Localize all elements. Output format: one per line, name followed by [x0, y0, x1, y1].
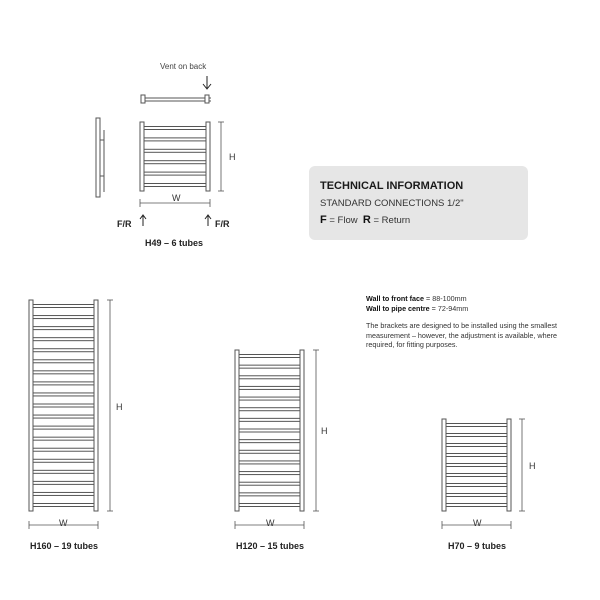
- h120-height-label: H: [321, 426, 328, 436]
- technical-info-title: TECHNICAL INFORMATION: [320, 180, 464, 192]
- tube: [144, 172, 206, 175]
- tube: [33, 492, 94, 495]
- tube: [239, 376, 300, 379]
- tube: [239, 440, 300, 443]
- h160-height-label: H: [116, 402, 123, 412]
- wall-front-label: Wall to front face: [366, 294, 425, 303]
- bracket-text: The brackets are designed to be installed using the smallest measurement – however, the adjustment is available, where required, for fitting purposes.: [366, 321, 557, 349]
- tube: [33, 426, 94, 429]
- pipe-centre-value: = 72-94mm: [431, 303, 469, 313]
- tube: [239, 450, 300, 453]
- tube: [33, 371, 94, 374]
- tube: [446, 434, 507, 437]
- tube: [33, 404, 94, 407]
- flow-return-key: [320, 214, 410, 226]
- tube: [144, 138, 206, 141]
- tube: [239, 365, 300, 368]
- return-text: = Return: [373, 215, 411, 226]
- h70-drawing: [442, 419, 525, 529]
- tube: [446, 464, 507, 467]
- tube: [239, 397, 300, 400]
- tube: [33, 415, 94, 418]
- flow-key: F: [320, 214, 327, 226]
- tube: [239, 493, 300, 496]
- tube: [446, 444, 507, 447]
- tube: [446, 424, 507, 427]
- tube: [239, 386, 300, 389]
- h49-width-label: W: [172, 193, 181, 203]
- h160-drawing: [29, 300, 113, 529]
- fr-right-label: F/R: [215, 219, 230, 229]
- tube: [33, 470, 94, 473]
- tube: [33, 360, 94, 363]
- installation-notes: [366, 294, 566, 350]
- tube: [239, 355, 300, 358]
- tube: [239, 429, 300, 432]
- tube: [144, 127, 206, 130]
- pipe-centre-label: Wall to pipe centre: [366, 303, 430, 313]
- tube: [239, 472, 300, 475]
- tube: [144, 184, 206, 187]
- h160-caption: H160 – 19 tubes: [30, 541, 99, 551]
- h120-width-label: W: [266, 518, 275, 528]
- tube: [33, 338, 94, 341]
- h160-width-label: W: [59, 518, 68, 528]
- tube: [239, 408, 300, 411]
- tube: [33, 382, 94, 385]
- tube: [33, 448, 94, 451]
- tube: [446, 504, 507, 507]
- connections-text: STANDARD CONNECTIONS 1/2": [320, 198, 464, 209]
- tube: [446, 484, 507, 487]
- tube: [33, 349, 94, 352]
- tube: [33, 504, 94, 507]
- fr-left-label: F/R: [117, 219, 132, 229]
- side-view-drawing: [96, 118, 104, 197]
- tube: [33, 393, 94, 396]
- return-key: R: [362, 214, 371, 226]
- tube: [446, 494, 507, 497]
- tube: [33, 481, 94, 484]
- h49-height-label: H: [229, 152, 236, 162]
- tube: [144, 161, 206, 164]
- vent-label: Vent on back: [160, 62, 207, 71]
- wall-front-value: = 88-100mm: [426, 294, 467, 303]
- tube: [33, 437, 94, 440]
- tube: [239, 504, 300, 507]
- tube: [33, 459, 94, 462]
- h70-caption: H70 – 9 tubes: [448, 541, 507, 551]
- h49-caption: H49 – 6 tubes: [145, 238, 204, 248]
- tube: [239, 418, 300, 421]
- tube: [446, 474, 507, 477]
- tube: [144, 149, 206, 152]
- tube: [33, 316, 94, 319]
- tube: [446, 454, 507, 457]
- top-view-drawing: [141, 76, 211, 103]
- h70-height-label: H: [529, 461, 536, 471]
- tube: [239, 461, 300, 464]
- h120-drawing: [235, 350, 319, 529]
- tube: [33, 305, 94, 308]
- h49-front-drawing: [140, 122, 224, 207]
- flow-text: = Flow: [329, 215, 358, 226]
- tube: [33, 327, 94, 330]
- h120-caption: H120 – 15 tubes: [236, 541, 305, 551]
- h70-width-label: W: [473, 518, 482, 528]
- tube: [239, 482, 300, 485]
